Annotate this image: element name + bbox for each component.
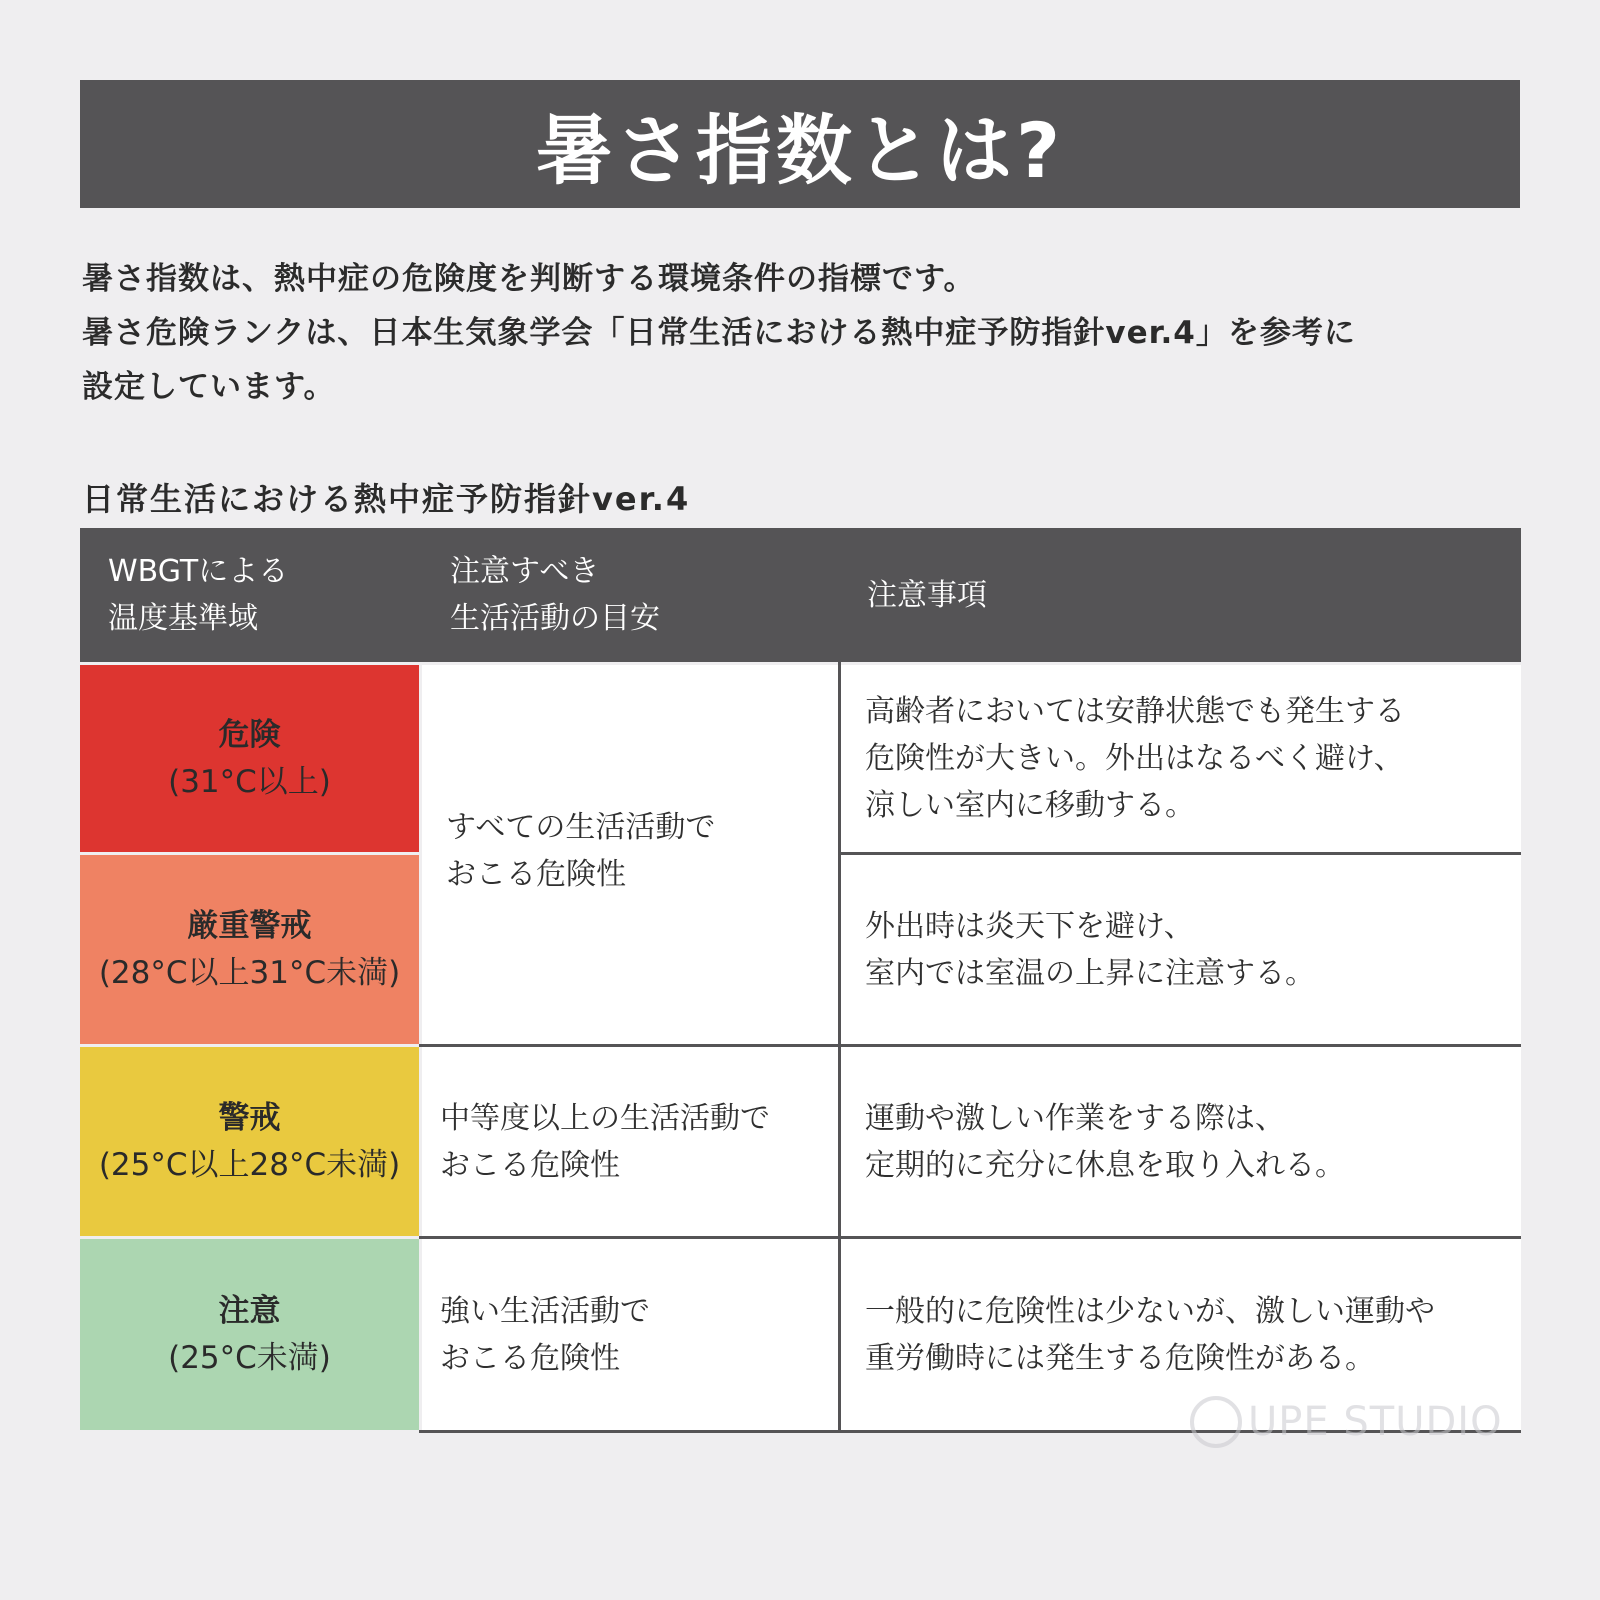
- row-divider: [419, 1236, 1521, 1239]
- intro-line-2: 暑さ危険ランクは、日本生気象学会「日常生活における熱中症予防指針ver.4」を参考に: [82, 315, 1356, 351]
- header-text: 注意事項: [867, 577, 987, 613]
- row-divider: [419, 1044, 1521, 1047]
- page-title: 暑さ指数とは?: [535, 105, 1065, 195]
- level-name: 危険: [218, 716, 281, 753]
- table-title: 日常生活における熱中症予防指針ver.4: [82, 480, 691, 518]
- header-activity: [422, 528, 838, 662]
- note-cell-danger: [841, 665, 1521, 852]
- level-range: (25°C未満): [168, 1339, 331, 1376]
- note-cell-severe-warning: [841, 855, 1521, 1044]
- level-cell-danger: [80, 665, 419, 852]
- activity-text: 中等度以上の生活活動で: [440, 1100, 770, 1136]
- note-cell-warning: [841, 1047, 1521, 1236]
- guideline-table: [80, 528, 1521, 1440]
- level-range: (28°C以上31°C未満): [98, 954, 401, 991]
- note-text: 定期的に充分に休息を取り入れる。: [865, 1147, 1345, 1183]
- header-notes: [841, 528, 1521, 662]
- note-text: 重労働時には発生する危険性がある。: [865, 1340, 1375, 1376]
- activity-text: すべての生活活動で: [446, 809, 716, 845]
- note-text: 運動や激しい作業をする際は、: [865, 1100, 1285, 1136]
- level-cell-warning: [80, 1047, 419, 1236]
- level-cell-caution: [80, 1239, 419, 1430]
- header-text: WBGTによる: [108, 554, 289, 589]
- header-text: 生活活動の目安: [450, 601, 660, 636]
- watermark: [1190, 1396, 1503, 1448]
- note-text: 一般的に危険性は少ないが、激しい運動や: [865, 1293, 1435, 1329]
- level-name: 注意: [218, 1292, 281, 1329]
- watermark-text: UPE STUDIO: [1248, 1399, 1503, 1445]
- intro-line-3: 設定しています。: [82, 369, 336, 405]
- activity-text: おこる危険性: [440, 1340, 620, 1376]
- note-text: 室内では室温の上昇に注意する。: [865, 955, 1315, 991]
- level-range: (31°C以上): [168, 763, 331, 800]
- note-text: 高齢者においては安静状態でも発生する: [865, 694, 1405, 729]
- note-text: 外出時は炎天下を避け、: [865, 908, 1194, 944]
- activity-text: おこる危険性: [440, 1147, 620, 1183]
- level-range: (25°C以上28°C未満): [98, 1146, 401, 1183]
- level-name: 厳重警戒: [187, 907, 312, 944]
- activity-text: 強い生活活動で: [440, 1293, 650, 1329]
- page-title-banner: [80, 80, 1520, 208]
- activity-text: おこる危険性: [446, 856, 626, 892]
- activity-cell-shared: [422, 665, 838, 1044]
- watermark-logo-icon: [1190, 1396, 1242, 1448]
- intro-line-1: 暑さ指数は、熱中症の危険度を判断する環境条件の指標です。: [82, 261, 976, 297]
- row-divider: [841, 852, 1521, 855]
- activity-cell-warning: [422, 1047, 838, 1236]
- level-name: 警戒: [218, 1099, 281, 1136]
- intro-paragraph: [82, 252, 1522, 414]
- level-cell-severe-warning: [80, 855, 419, 1044]
- header-text: 温度基準域: [108, 601, 258, 636]
- column-divider: [838, 528, 841, 1432]
- header-temperature-range: [80, 528, 419, 662]
- note-text: 涼しい室内に移動する。: [865, 788, 1195, 823]
- header-text: 注意すべき: [450, 554, 600, 589]
- header-divider: [419, 528, 422, 662]
- activity-cell-caution: [422, 1239, 838, 1430]
- note-text: 危険性が大きい。外出はなるべく避け、: [865, 741, 1404, 776]
